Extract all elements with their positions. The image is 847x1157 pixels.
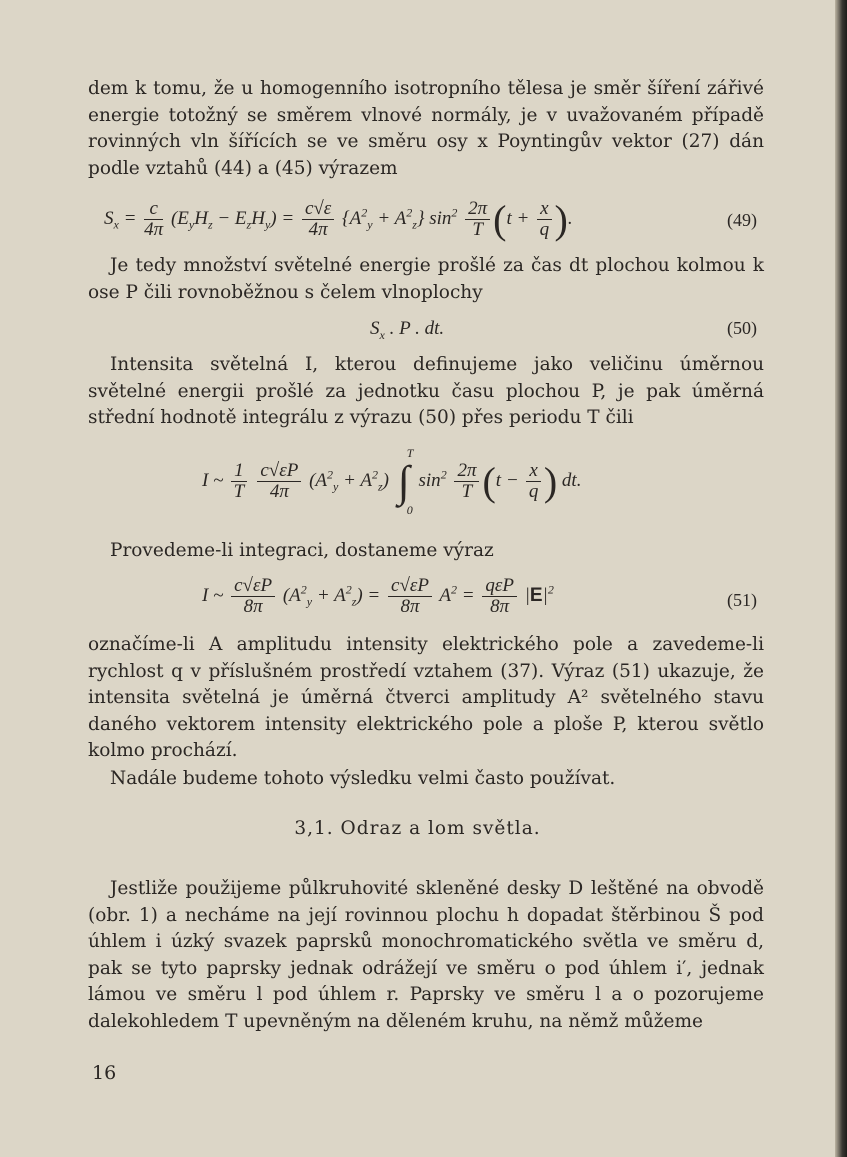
paragraph-7: Jestliže použijeme půlkruhovité skleněné desky D leštěné na obvodě (obr. 1) a necháme na její rovinnou plochu h dopadat štěrbinou Š pod úhlem i úzký svazek paprsků monochromatického světla ve směru d, pak se tyto paprsky jednak odrážejí ve směru o pod úhlem i′, jednak lámou ve směru l pod úhlem r. Paprsky ve směru l a o pozorujeme dalekohledem T upevněným na děleném kruhu, na němž můžeme [88, 878, 764, 1032]
equation-51: I ~ $\frac{c√\varepsilon P}{8\pi}$ $(A^2_y + A^2_z)$ = $\frac{c√\varepsilon P}{8\pi}$ $A^2$ = $\frac{\text{qεP}}{8\pi}$ $|E|^2$ [202, 575, 554, 617]
equation-integral: I ~ $\frac{1}{T}$ $\frac{c√\varepsilon P}{4\pi}$ $(A^2_y + A^2_z)$ T ∫ 0 $\sin^2$ $\frac{2\pi}{T}$ (t − $\frac{x}{q}$ ) dt. [202, 445, 582, 517]
equation-50-number: (50) [727, 318, 757, 338]
paragraph-6: Nadále budeme tohoto výsledku velmi často používat. [110, 768, 616, 789]
section-heading: 3,1. Odraz a lom světla. [294, 818, 541, 839]
paragraph-5: označíme-li A amplitudu intensity elektrického pole a zavedeme-li rychlost q v příslušném prostředí vztahem (37). Výraz (51) ukazuje, že intensita světelná je úměrná čtverci amplitudy A² světelného stavu daného vektorem intensity elektrického pole a ploše P, kterou světlo kolmo prochází. [88, 634, 764, 761]
integral-sign: T ∫ 0 [397, 445, 414, 517]
paragraph-3: Intensita světelná I, kterou definujeme jako veličinu úměrnou světelné energii prošlé za jednotku času plochou P, je pak úměrná střední hodnotě integrálu z výrazu (50) přes periodu T čili [88, 354, 764, 428]
equation-50: $S_x$ . P . dt. [370, 318, 445, 342]
paragraph-2: Je tedy množství světelné energie prošlé za čas dt plochou kolmou k ose P čili rovnoběžnou s čelem vlnoplochy [88, 255, 764, 303]
paragraph-1: dem k tomu, že u homogenního isotropního tělesa je směr šíření zářivé energie totožný se směrem vlnové normály, je v uvažovaném případě rovinných vln šířících se ve směru osy x Poyntingův vektor (27) dán podle vztahů (44) a (45) výrazem [88, 78, 764, 179]
page-edge-shadow [835, 0, 847, 1157]
equation-51-number: (51) [727, 590, 757, 610]
paragraph-4: Provedeme-li integraci, dostaneme výraz [110, 540, 494, 561]
equation-49: $S_x$ = $\frac{c}{4\pi}$ $(E_yH_z - E_zH_y)$ = $\frac{c√\varepsilon}{4\pi}$ $\{A^2_y + A^2_z\}$ $\sin^2$ $\frac{2\pi}{T}$ (t + $\frac{x}{q}$ ). [104, 197, 573, 242]
page-number: 16 [92, 1062, 117, 1084]
equation-49-number: (49) [727, 210, 757, 230]
